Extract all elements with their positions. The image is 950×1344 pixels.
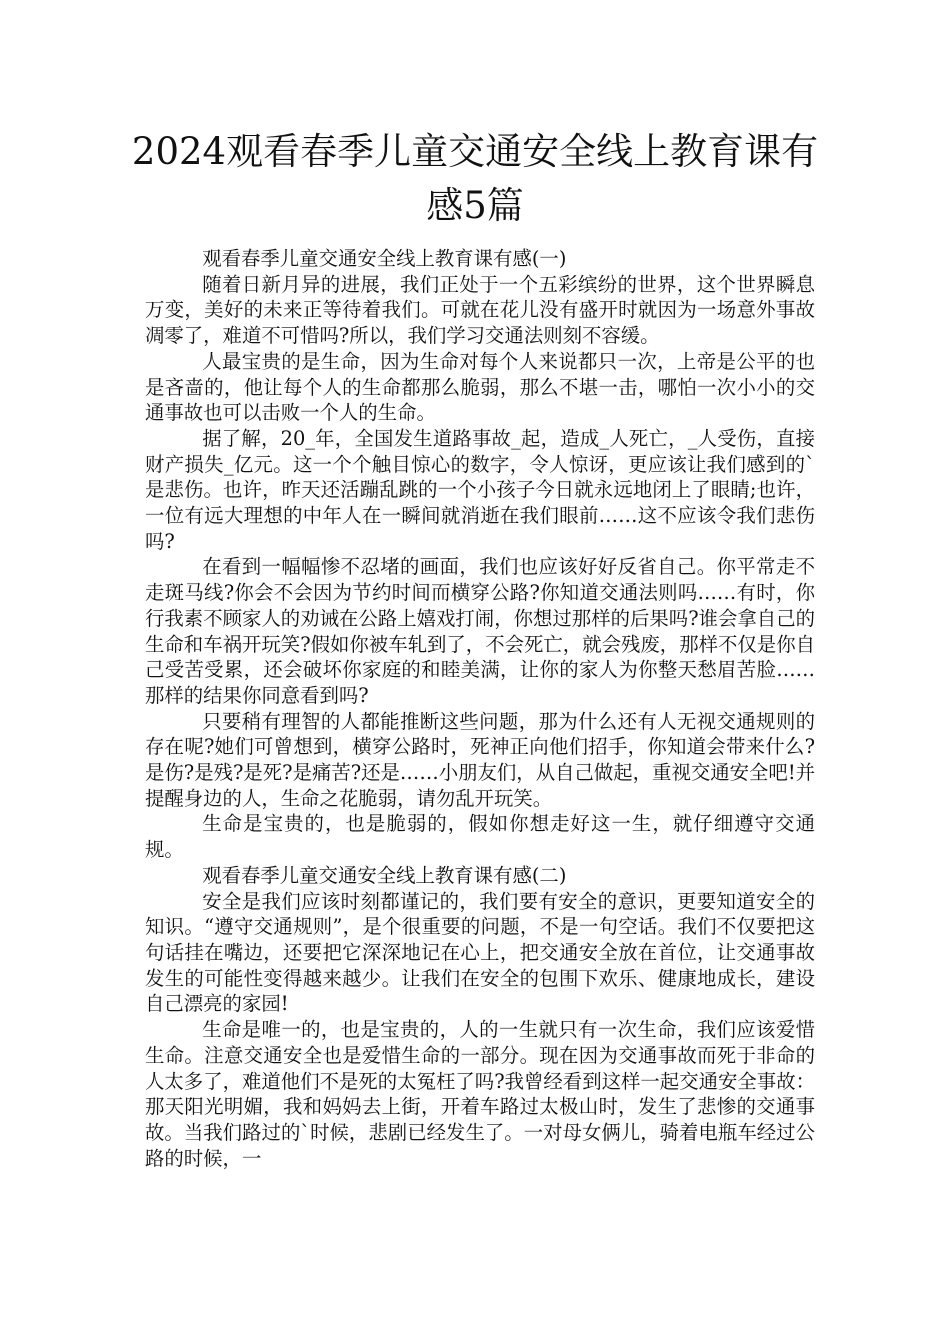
body-paragraph: 只要稍有理智的人都能推断这些问题，那为什么还有人无视交通规则的存在呢?她们可曾想到，横穿公路时，死神正向他们招手，你知道会带来什么?是伤?是残?是死?是痛苦?还是……小朋友们，从自己做起，重视交通安全吧!并提醒身边的人，生命之花脆弱，请勿乱开玩笑。 [145,709,815,810]
document-title: 2024观看春季儿童交通安全线上教育课有感5篇 [131,130,819,227]
body-paragraph: 生命是唯一的，也是宝贵的，人的一生就只有一次生命，我们应该爱惜生命。注意交通安全也是爱惜生命的一部分。现在因为交通事故而死于非命的人太多了，难道他们不是死的太冤枉了吗?我曾经看到这样一起交通安全事故：那天阳光明媚，我和妈妈去上街，开着车路过太极山时，发生了悲惨的交通事故。当我们路过的`时候，悲剧已经发生了。一对母女俩儿，骑着电瓶车经过公路的时候，一 [145,1018,815,1170]
body-paragraph: 随着日新月异的进展，我们正处于一个五彩缤纷的世界，这个世界瞬息万变，美好的未来正等待着我们。可就在花儿没有盛开时就因为一场意外事故凋零了，难道不可惜吗?所以，我们学习交通法则刻不容缓。 [145,272,815,348]
body-paragraph: 安全是我们应该时刻都谨记的，我们要有安全的意识，更要知道安全的知识。“遵守交通规则”，是个很重要的问题，不是一句空话。我们不仅要把这句话挂在嘴边，还要把它深深地记在心上，把交通安全放在首位，让交通事故发生的可能性变得越来越少。让我们在安全的包围下欢乐、健康地成长，建设自己漂亮的家园! [145,889,815,1016]
body-paragraph: 生命是宝贵的，也是脆弱的，假如你想走好这一生，就仔细遵守交通规。 [145,812,815,862]
document-body [145,246,815,1171]
body-paragraph: 在看到一幅幅惨不忍堵的画面，我们也应该好好反省自己。你平常走不走斑马线?你会不会因为节约时间而横穿公路?你知道交通法则吗……有时，你行我素不顾家人的劝诫在公路上嬉戏打闹，你想过那样的后果吗?谁会拿自己的生命和车祸开玩笑?假如你被车轧到了，不会死亡，就会残废，那样不仅是你自己受苦受累，还会破坏你家庭的和睦美满，让你的家人为你整天愁眉苦脸……那样的结果你同意看到吗? [145,555,815,707]
section-heading: 观看春季儿童交通安全线上教育课有感(二) [202,863,567,887]
body-paragraph: 据了解，20_年，全国发生道路事故_起，造成_人死亡，_人受伤，直接财产损失_亿元。这一个个触目惊心的数字，令人惊讶，更应该让我们感到的`是悲伤。也许，昨天还活蹦乱跳的一个小孩子今日就永远地闭上了眼睛;也许，一位有远大理想的中年人在一瞬间就消逝在我们眼前……这不应该令我们悲伤吗? [145,426,815,553]
section-heading: 观看春季儿童交通安全线上教育课有感(一) [202,247,567,270]
body-paragraph: 人最宝贵的是生命，因为生命对每个人来说都只一次，上帝是公平的也是吝啬的，他让每个人的生命都那么脆弱，那么不堪一击，哪怕一次小小的交通事故也可以击败一个人的生命。 [145,349,815,425]
